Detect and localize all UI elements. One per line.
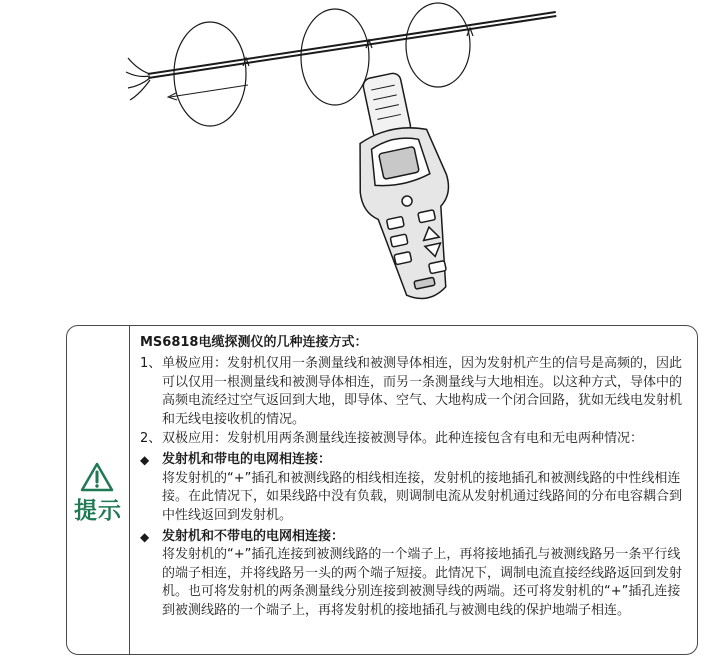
- item-text: 双极应用：发射机用两条测量线连接被测导体。此种连接包含有电和无电两种情况：: [162, 431, 644, 447]
- note-title: MS6818电缆探测仪的几种连接方式：: [140, 335, 368, 350]
- tip-column: [67, 326, 130, 654]
- list-item: [140, 430, 688, 448]
- sub-section-text: 将发射机的“+”插孔和被测线路的相线相连接，发射机的接地插孔和被测线路的中性线相连接。在此情况下，如果线路中没有负载，则调制电流从发射机通过线路间的分布电容耦合到中性线返回到发射机。: [162, 470, 683, 523]
- sub-section-title: 发射机和不带电的电网相连接：: [162, 529, 345, 545]
- item-number: 1、: [140, 356, 162, 372]
- current-arrow: [168, 85, 248, 100]
- item-number: 2、: [140, 431, 162, 447]
- note-content: [140, 334, 688, 620]
- sub-section: [140, 451, 688, 525]
- cable-detector-device: [337, 67, 471, 307]
- item-text: 单极应用：发射机仅用一条测量线和被测导体相连，因为发射机产生的信号是高频的，因此可以仅用一根测量线和被测导体相连，而另一条测量线与大地相连。以这种方式，导体中的高频电流经过空气返回到大地，即导体、空气、大地构成一个闭合回路，犹如无线电发射机和无线电接收机的情况。: [162, 356, 683, 427]
- cable-detector-illustration: [0, 0, 721, 310]
- diamond-bullet-icon: ◆: [140, 530, 150, 545]
- cable: [126, 14, 556, 100]
- list-item: [140, 355, 688, 429]
- sub-section-title: 发射机和带电的电网相连接：: [162, 452, 332, 468]
- warning-triangle-icon: [80, 462, 114, 492]
- sub-section-text: 将发射机的“+”插孔连接到被测线路的一个端子上，再将接地插孔与被测线路另一条平行线的端子相连，并将线路另一头的两个端子短接。此情况下，调制电流直接经线路返回到发射机。也可将发射机的两条测量线分别连接到被测导线的两端。还可将发射机的“+”插孔连接到被测线路的一个端子上，再将发射机的接地插孔与被测电线的保护地端子相连。: [162, 547, 683, 618]
- tip-label: 提示: [74, 498, 122, 524]
- tip-note-box: [66, 325, 698, 655]
- sub-section: [140, 528, 688, 620]
- diamond-bullet-icon: ◆: [140, 453, 150, 468]
